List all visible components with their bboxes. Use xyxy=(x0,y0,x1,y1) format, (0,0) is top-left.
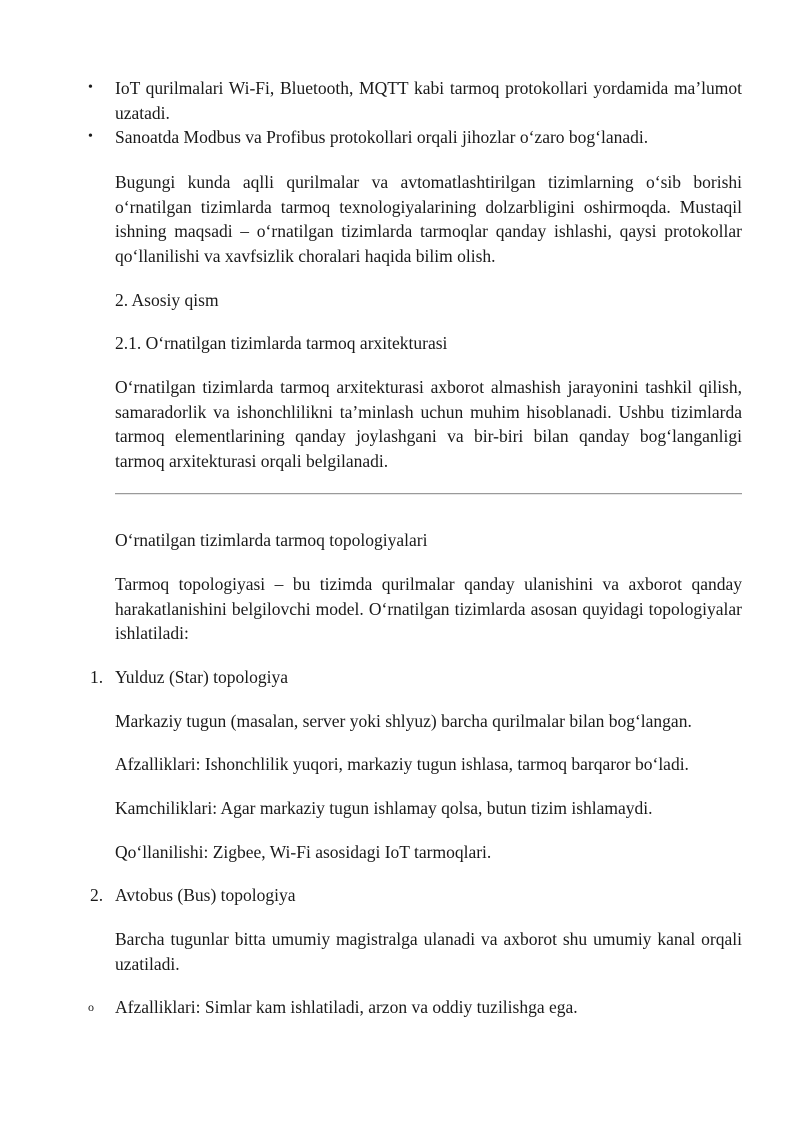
bullet-item-iot: IoT qurilmalari Wi-Fi, Bluetooth, MQTT kabi tarmoq protokollari yordamida ma’lumot uzatadi. xyxy=(115,78,742,123)
bus-advantages: Afzalliklari: Simlar kam ishlatiladi, arzon va oddiy tuzilishga ega. xyxy=(115,997,578,1017)
sub-bullet-marker: o xyxy=(88,1000,94,1014)
bullet-marker: • xyxy=(88,80,93,95)
architecture-paragraph: O‘rnatilgan tizimlarda tarmoq arxitekturasi axborot almashish jarayonini tashkil qilish, samaradorlik va ishonchlilikni ta’minlash uchun muhim hisoblanadi. Ushbu tizimlarda tarmoq elementlarining qanday joylashgani va bir-biri bilan qanday bog‘langanligi tarmoq arxitekturasi orqali belgilanadi. xyxy=(115,377,742,471)
list-number: 1. xyxy=(90,667,104,687)
star-advantages: Afzalliklari: Ishonchlilik yuqori, markaziy tugun ishlasa, tarmoq barqaror bo‘ladi. xyxy=(115,754,689,774)
section-divider xyxy=(115,493,742,495)
star-topology-title: Yulduz (Star) topologiya xyxy=(115,667,289,687)
subsection-heading: 2.1. O‘rnatilgan tizimlarda tarmoq arxitekturasi xyxy=(115,333,448,353)
bus-topology-title: Avtobus (Bus) topologiya xyxy=(115,885,296,905)
topology-heading: O‘rnatilgan tizimlarda tarmoq topologiyalari xyxy=(115,530,428,550)
intro-paragraph: Bugungi kunda aqlli qurilmalar va avtomatlashtirilgan tizimlarning o‘sib borishi o‘rnatilgan tizimlarda tarmoq texnologiyalarining dolzarbligini oshirmoqda. Mustaqil ishning maqsadi – o‘rnatilgan tizimlarda tarmoqlar qanday ishlashi, qaysi protokollar qo‘llanilishi va xavfsizlik choralari haqida bilim olish. xyxy=(115,172,742,266)
bullet-marker: • xyxy=(88,129,93,144)
star-description: Markaziy tugun (masalan, server yoki shlyuz) barcha qurilmalar bilan bog‘langan. xyxy=(115,711,692,731)
bullet-item-industry: Sanoatda Modbus va Profibus protokollari orqali jihozlar o‘zaro bog‘lanadi. xyxy=(115,127,649,147)
section-heading: 2. Asosiy qism xyxy=(115,290,219,310)
bus-description: Barcha tugunlar bitta umumiy magistralga ulanadi va axborot shu umumiy kanal orqali uzatiladi. xyxy=(115,929,742,974)
topology-paragraph: Tarmoq topologiyasi – bu tizimda qurilmalar qanday ulanishini va axborot qanday harakatlanishini belgilovchi model. O‘rnatilgan tizimlarda asosan quyidagi topologiyalar ishlatiladi: xyxy=(115,574,742,643)
star-disadvantages: Kamchiliklari: Agar markaziy tugun ishlamay qolsa, butun tizim ishlamaydi. xyxy=(115,798,653,818)
list-number: 2. xyxy=(90,885,104,905)
star-usage: Qo‘llanilishi: Zigbee, Wi-Fi asosidagi IoT tarmoqlari. xyxy=(115,842,492,862)
